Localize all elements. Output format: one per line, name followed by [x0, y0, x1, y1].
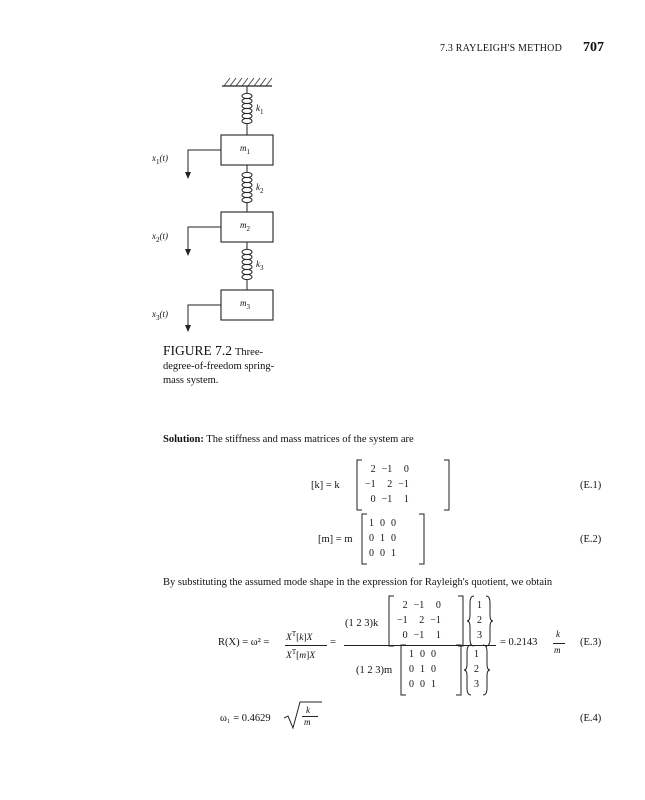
label-k2: $k_2$	[256, 182, 264, 195]
spring-k3	[242, 242, 252, 290]
arrowhead-x3	[185, 325, 191, 332]
quotient-small-fraction-bar	[285, 645, 327, 646]
numerator-mode-vector: 1 2 3	[477, 600, 482, 641]
arrow-x3	[188, 305, 221, 328]
numerator-stiffness-matrix: 2 −1 0 −1 2 −1 0 −1 1	[397, 600, 441, 641]
denominator-matrix-brackets	[400, 644, 462, 696]
eq-number-e2: (E.2)	[580, 534, 602, 545]
page-number: 707	[583, 40, 604, 55]
spring-k1	[242, 86, 252, 135]
mass-lhs: [m] = m	[318, 534, 353, 545]
solution-intro: The stiffness and mass matrices of the system are	[206, 434, 414, 445]
label-x3: $x_3(t)$	[152, 309, 168, 322]
row-vector-k: (1 2 3)k	[345, 618, 379, 629]
stiffness-brackets	[356, 459, 450, 511]
quotient-result: = 0.2143	[500, 637, 538, 648]
sqrt-m: m	[304, 717, 311, 727]
solution-paragraph	[163, 434, 414, 445]
label-m3: $m_3$	[240, 298, 250, 311]
running-header: 7.3 RAYLEIGH'S METHOD	[440, 43, 563, 54]
quotient-denominator-symbolic: $X^T[m]X$	[286, 648, 316, 662]
mass-matrix: 1 0 0 0 1 0 0 0 1	[369, 518, 396, 559]
arrow-x1	[188, 150, 221, 175]
arrow-x2	[188, 227, 221, 252]
substitution-sentence: By substituting the assumed mode shape in the expression for Rayleigh's quotient, we obtain	[163, 577, 553, 588]
arrowhead-x1	[185, 172, 191, 179]
denominator-vector-braces	[464, 644, 490, 696]
label-k1: $k_1$	[256, 103, 264, 116]
figure-caption-text: Three-degree-of-freedom spring-mass system.	[163, 347, 275, 386]
quotient-numerator-symbolic: $X^T[k]X$	[286, 630, 313, 644]
spring-k2	[242, 165, 252, 212]
sqrt-k: k	[306, 705, 310, 715]
label-x2: $x_2(t)$	[152, 231, 168, 244]
omega-lhs: ω₁ = 0.4629	[220, 713, 271, 724]
figure-caption	[163, 344, 293, 388]
mass-brackets	[361, 513, 425, 565]
label-m1: $m_1$	[240, 143, 250, 156]
result-m: m	[554, 645, 561, 655]
row-vector-m: (1 2 3)m	[356, 665, 393, 676]
solution-label: Solution:	[163, 434, 204, 445]
equals-sign: =	[330, 637, 336, 648]
denominator-mass-matrix: 1 0 0 0 1 0 0 0 1	[409, 649, 436, 690]
figure-caption-label: FIGURE 7.2	[163, 343, 233, 358]
quotient-lhs: R(X) = ω² =	[218, 637, 270, 648]
stiffness-matrix: 2 −1 0 −1 2 −1 0 −1 1	[365, 464, 409, 505]
result-k: k	[556, 629, 560, 639]
label-k3: $k_3$	[256, 259, 264, 272]
result-fraction-bar	[553, 643, 565, 644]
numerator-matrix-brackets	[388, 595, 464, 647]
stiffness-lhs: [k] = k	[311, 480, 340, 491]
numerator-vector-braces	[467, 595, 493, 647]
label-x1: $x_1(t)$	[152, 153, 168, 166]
label-m2: $m_2$	[240, 220, 250, 233]
ceiling-hatch	[224, 78, 272, 86]
denominator-mode-vector: 1 2 3	[474, 649, 479, 690]
spring-mass-figure	[150, 70, 310, 332]
eq-number-e1: (E.1)	[580, 480, 602, 491]
arrowhead-x2	[185, 249, 191, 256]
eq-number-e3: (E.3)	[580, 637, 602, 648]
eq-number-e4: (E.4)	[580, 713, 602, 724]
